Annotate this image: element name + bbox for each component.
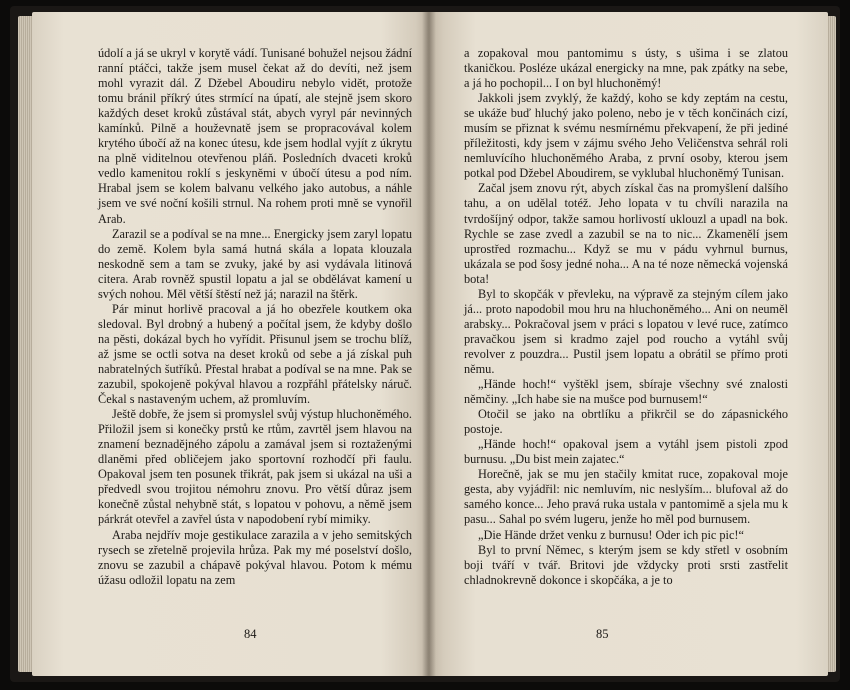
paragraph: a zopakoval mou pantomimu s ústy, s ušima i se zlatou tkaničkou. Posléze ukázal energicky na mne, pak zpátky na sebe, a já ho pochopil... I on byl hluchoněmý! <box>464 46 788 91</box>
paragraph: Ještě dobře, že jsem si promyslel svůj výstup hluchoněmého. Přiložil jsem si konečky prstů ke rtům, zavrtěl jsem hlavou na znamení beznadějného zápolu a zamával jsem si roztaženými dlaněmi před obličejem jako sportovní rozhodčí při faulu. Opakoval jsem ten posunek třikrát, pak jsem si ukázal na uši a předvedl svou trojitou némohru znovu. Pro větší důraz jsem konečně zůstal nehybně stát, s lopatou v pohovu, a němě jsem párkrát otevřel a zavřel ústa v napodobení rybí mimiky. <box>98 407 412 527</box>
open-book <box>10 6 840 682</box>
paragraph: Otočil se jako na obrtlíku a přikrčil se do zápasnického postoje. <box>464 407 788 437</box>
paragraph: Byl to skopčák v převleku, na výpravě za stejným cílem jako já... proto napodobil mou hru na hluchoněmého... Ani on neuměl arabsky... Pokračoval jsem v práci s lopatou v levé ruce, zatímco pravačkou jsem si kradmo zajel pod roucho a vytáhl svůj revolver z pouzdra... Pustil jsem lopatu a obrátil se přímo proti němu. <box>464 286 788 376</box>
paragraph: „Die Hände držet venku z burnusu! Oder ich pic pic!“ <box>478 527 744 542</box>
left-page-text <box>98 46 412 588</box>
paragraph: Araba nejdřív moje gestikulace zarazila a v jeho semitských rysech se zřetelně projevila hrůza. Pak my mé poselství došlo, znovu se zazubil a chápavě pokýval hlavou. Potom k mému úžasu odložil lopatu na zem <box>98 527 412 587</box>
paragraph: „Hände hoch!“ opakoval jsem a vytáhl jsem pistoli zpod burnusu. „Du bist mein zajatec.“ <box>464 437 788 467</box>
paragraph: údolí a já se ukryl v korytě vádí. Tunisané bohužel nejsou žádní ranní ptáčci, takže jsem musel čekat až do devíti, než jsem mohl vyrazit dál. Z Džebel Aboudiru nebylo vidět, protože tomu bránil příkrý útes strmící na úpatí, ale stejně jsem skoro každých deset kroků zůstával stát, abych vyryl pár nevinných kamínků. Pilně a houževnatě jsem se propracovával kolem krytého úbočí až na konec útesu, kde jsem hodlal vyjít z úkrytu na plně viditelnou otevřenou pláň. Posledních dvaceti kroků vedlo kamenitou roklí s jeskyněmi v úbočí útesu a pod ním. Hrabal jsem se kolem balvanu velkého jako autobus, a náhle jsem ve své noční košili strnul. Na rohem proti mně se vynořil Arab. <box>98 46 412 226</box>
paragraph: „Hände hoch!“ vyštěkl jsem, sbíraje všechny své znalosti němčiny. „Ich habe sie na mušce pod burnusem!“ <box>464 377 788 407</box>
paragraph: Jakkoli jsem zvyklý, že každý, koho se kdy zeptám na cestu, se ukáže buď hluchý jako poleno, nebo je v těch končinách cizí, musím se přiznat k svému nesmírnému překvapení, že při jediné příležitosti, kdy jsem v zájmu svého Jeho Veličenstva sehrál roli nemluvícího hluchoněmého Araba, z první osoby, kterou jsem potkal pod Džebel Aboudirem, se vyklubal hluchoněmý Tunisan. <box>464 91 788 181</box>
right-page <box>428 12 828 676</box>
right-page-number: 85 <box>596 627 609 641</box>
paragraph: Horečně, jak se mu jen stačily kmitat ruce, zopakoval moje gesta, aby vyjádřil: nic nemluvím, nic neslyším... blufoval až do samého konce... Jeho pravá ruka ustala v pantomimě a sjela mu k pasu... Sahal po svém lugeru, jenže ho měl pod burnusem. <box>464 467 788 527</box>
right-page-text <box>464 46 788 588</box>
paragraph: Začal jsem znovu rýt, abych získal čas na promyšlení dalšího tahu, a on udělal totéž. Jeho lopata v tu chvíli narazila na tvrdošíjný odpor, takže samou horlivostí uklouzl a upadl na bok. Rychle se zase zvedl a zazubil se na to nic... Zkamenělí jsem uprostřed rozmachu... Když se mu v pádu vyhrnul burnus, ukázala se pod šosy jedné noha... A na té noze německá vojenská bota! <box>464 181 788 286</box>
left-page-number: 84 <box>244 627 257 641</box>
paragraph: Byl to první Němec, s kterým jsem se kdy střetl v osobním boji tváří v tvář. Britovi jde vždycky proti srsti zastřelit chladnokrevně dokonce i skopčáka, a je to <box>464 542 788 587</box>
left-page <box>32 12 428 676</box>
paragraph: Zarazil se a podíval se na mne... Energicky jsem zaryl lopatu do země. Kolem byla samá hutná skála a lopata klouzala neskodně sem a tam se zvuky, jaké by asi vydávala litinová citera. Arab rovněž spustil lopatu a jal se obdělávat kamení u svých nohou. Měl větší štěstí než já; narazil na štěrk. <box>98 226 412 301</box>
paragraph: Pár minut horlivě pracoval a já ho obezřele koutkem oka sledoval. Byl drobný a hubený a počítal jsem, že kdyby došlo na pěsti, dokázal bych ho vyřídit. Přisunul jsem se trochu blíž, až jsme se octli sotva na deset kroků od sebe a já získal puh nabratelných šutříků. Přestal hrabat a podíval se na mne. Pak se zazubil, spokojeně pokýval hlavou a rozpřáhl přátelsky náruč. Čekal s nastaveným uchem, až promluvím. <box>98 301 412 407</box>
